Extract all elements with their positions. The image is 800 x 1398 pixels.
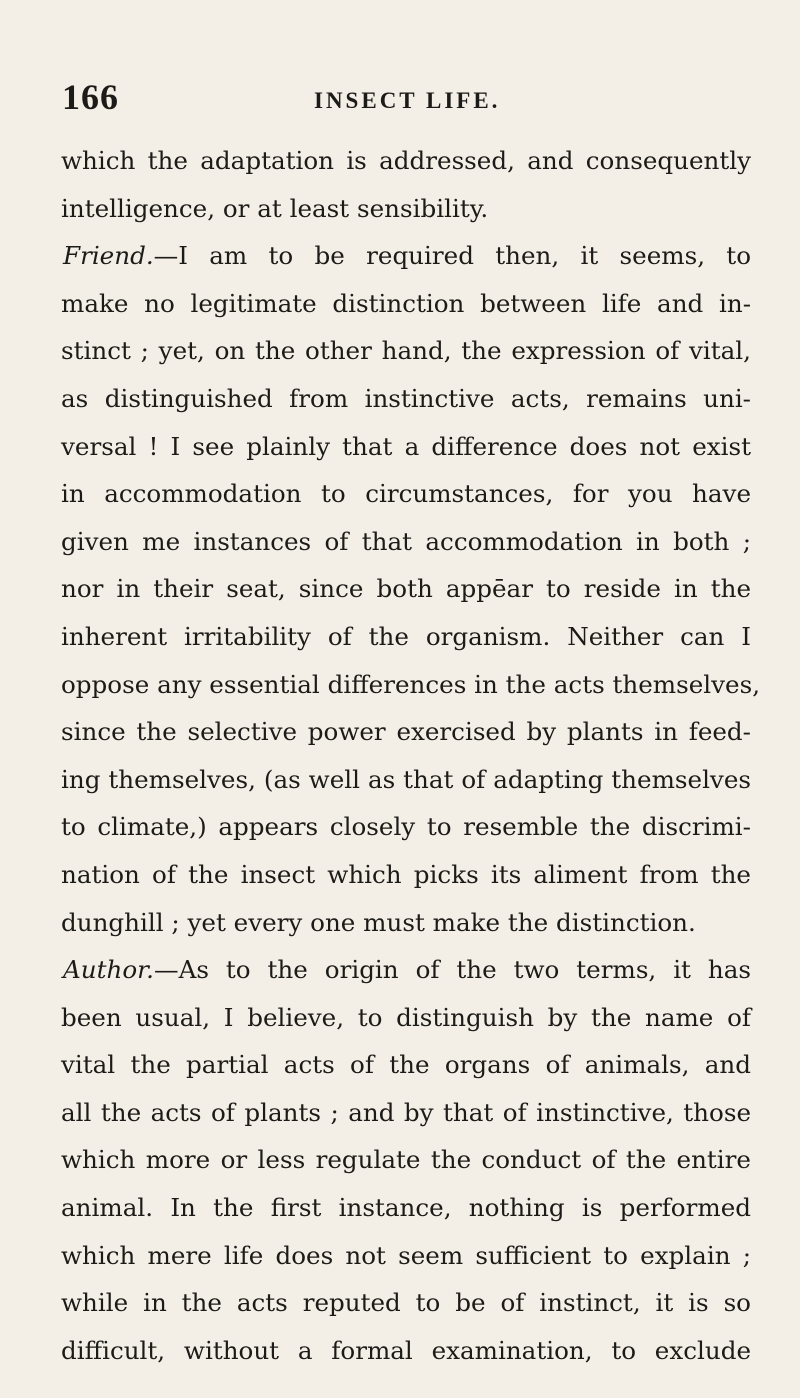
line-text: intelligence, or at least sensibility. [61, 193, 489, 223]
text-line [61, 1327, 751, 1375]
line-text: in accommodation to circumstances, for you have [61, 479, 751, 509]
text-line [61, 1184, 751, 1232]
text-line [61, 1136, 751, 1184]
line-text: to climate,) appears closely to resemble the discrimi- [61, 812, 751, 842]
line-text: dunghill ; yet every one must make the distinction. [61, 907, 696, 937]
page-header [60, 76, 740, 126]
text-line [61, 1232, 751, 1280]
text-line [61, 994, 751, 1042]
text-line [61, 946, 751, 994]
line-text: stinct ; yet, on the other hand, the expression of vital, [61, 336, 751, 366]
line-text: ing themselves, (as well as that of adapting themselves [61, 764, 751, 794]
line-text: —As to the origin of the two terms, it has [154, 955, 751, 985]
text-line [61, 518, 751, 566]
body-text [61, 137, 761, 1374]
line-text: while in the acts reputed to be of instinct, it is so [61, 1288, 751, 1318]
text-line [61, 1041, 751, 1089]
line-text: versal ! I see plainly that a difference does not exist [61, 431, 751, 461]
text-line [61, 708, 751, 756]
speaker-label: Friend. [63, 241, 154, 271]
text-line [61, 756, 751, 804]
line-text: since the selective power exercised by plants in feed- [61, 717, 751, 747]
text-line [61, 1279, 751, 1327]
text-line [61, 613, 751, 661]
running-head: INSECT LIFE. [314, 88, 501, 113]
text-line [61, 565, 751, 613]
line-text: oppose any essential differences in the acts themselves, [61, 669, 761, 699]
text-line [61, 470, 751, 518]
line-text: which mere life does not seem sufficient to explain ; [61, 1240, 751, 1270]
line-text: difficult, without a formal examination, to exclude [61, 1335, 751, 1365]
line-text: which the adaptation is addressed, and consequently [61, 146, 751, 175]
line-text: nation of the insect which picks its aliment from the [61, 859, 751, 889]
line-text: nor in their seat, since both appēar to reside in the [61, 574, 751, 604]
line-text: —I am to be required then, it seems, to [153, 241, 751, 271]
line-text: animal. In the first instance, nothing is performed [61, 1193, 751, 1223]
text-line [61, 185, 751, 233]
text-line [61, 851, 751, 899]
text-line [61, 661, 761, 709]
text-line [61, 803, 751, 851]
line-text: which more or less regulate the conduct of the entire [61, 1145, 751, 1175]
text-line [61, 423, 751, 471]
text-line [61, 327, 751, 375]
text-line [61, 375, 751, 423]
line-text: make no legitimate distinction between life and in- [61, 288, 751, 318]
line-text: been usual, I believe, to distinguish by the name of [61, 1002, 751, 1032]
text-line [61, 232, 751, 280]
line-text: vital the partial acts of the organs of animals, and [61, 1050, 751, 1080]
page-number: 166 [62, 77, 119, 117]
line-text: all the acts of plants ; and by that of instinctive, those [61, 1097, 751, 1127]
text-line [61, 280, 751, 328]
line-text: given me instances of that accommodation in both ; [61, 526, 751, 556]
speaker-label: Author. [63, 955, 155, 985]
line-text: as distinguished from instinctive acts, remains uni- [61, 383, 751, 413]
line-text: inherent irritability of the organism. Neither can I [61, 621, 751, 651]
text-line [61, 899, 751, 947]
text-line [61, 1089, 751, 1137]
text-line [61, 137, 751, 185]
